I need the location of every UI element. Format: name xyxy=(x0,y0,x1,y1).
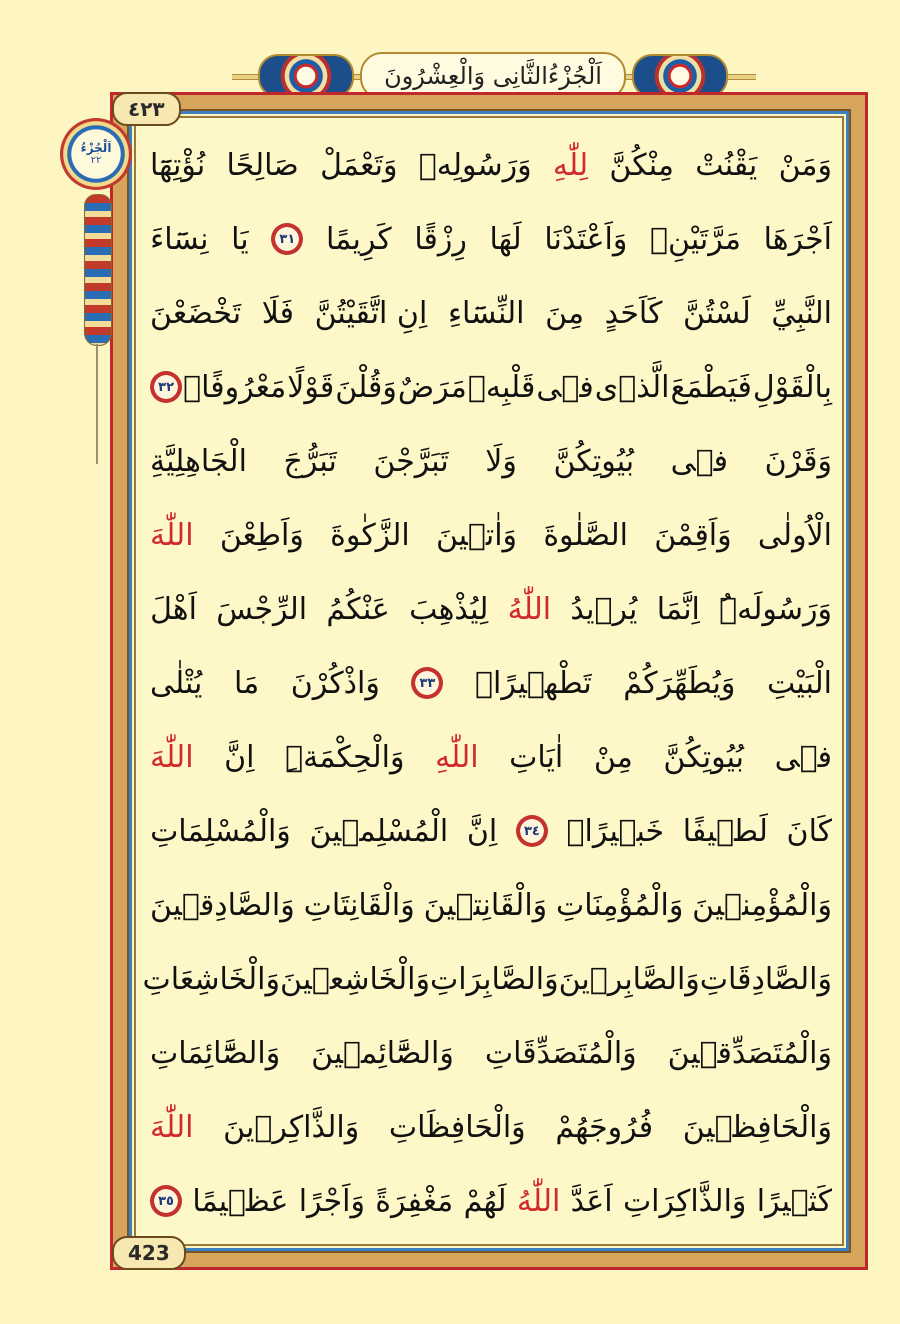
divine-name-word: لِلّٰهِ xyxy=(552,147,589,183)
juz-medallion xyxy=(60,118,132,190)
divine-name-word: اللّٰهَ xyxy=(150,1109,194,1145)
word: وَالصَّٓائِمٖينَ xyxy=(311,1035,454,1071)
word: الْمُسْلِمٖينَ xyxy=(309,813,449,849)
word: تَخْضَعْنَ xyxy=(150,295,242,331)
word: وَيُطَهِّرَكُمْ xyxy=(623,665,736,701)
word: وَاَقِمْنَ xyxy=(654,517,732,553)
word: وَاَطِعْنَ xyxy=(219,517,304,553)
juz-marker xyxy=(58,118,138,348)
word: وَالْمُسْلِمَاتِ xyxy=(150,813,291,849)
word: بُيُوتِكُنَّ xyxy=(553,443,635,479)
word: وَاَجْرًا xyxy=(298,1183,365,1219)
word: وَالذَّاكِرَاتِ xyxy=(622,1183,747,1219)
word: مِنْكُنَّ xyxy=(609,147,674,183)
word: وَالْمُؤْمِنَاتِ xyxy=(556,887,684,923)
word: يَا xyxy=(231,221,249,257)
divine-name-word: اللّٰهُ xyxy=(507,591,552,627)
word: وَالْخَاشِعَاتِ xyxy=(142,961,280,997)
word: مِنْ xyxy=(593,739,633,775)
word: وَاٰتٖينَ xyxy=(435,517,518,553)
word: عَنْكُمُ xyxy=(326,591,390,627)
juz-marker-stem xyxy=(96,344,98,464)
word: وَالْحِكْمَةِۜ xyxy=(285,739,405,775)
word: مِنَ xyxy=(545,295,585,331)
word: الْاُولٰى xyxy=(757,517,832,553)
word: اِنَّ xyxy=(466,813,498,849)
word: النَّبِيِّ xyxy=(771,295,832,331)
word: الْجَاهِلِيَّةِ xyxy=(150,443,247,479)
word: فُرُوجَهُمْ xyxy=(555,1109,654,1145)
word: وَلَا xyxy=(485,443,517,479)
word: اٰيَاتِ xyxy=(509,739,564,775)
word: اِنِ اتَّقَيْتُنَّ xyxy=(314,295,428,331)
word: النِّسَٓاءِ xyxy=(447,295,525,331)
word: وَالصَّابِرٖينَ xyxy=(558,961,700,997)
word: صَالِحًا xyxy=(226,147,299,183)
word: كَرِيمًا xyxy=(326,221,392,257)
word: بِالْقَوْلِ xyxy=(752,369,832,405)
word: وَالْحَافِظٖينَ xyxy=(682,1109,832,1145)
word: لِيُذْهِبَ xyxy=(409,591,489,627)
page-number: 423 xyxy=(112,1236,186,1270)
word: مَرَضٌ xyxy=(397,369,467,405)
ayah-number-marker: ٣٥ xyxy=(150,1185,182,1217)
word: تَطْهٖيرًاۚ xyxy=(474,665,592,701)
word: خَبٖيرًاۚ xyxy=(566,813,665,849)
word: اَعَدَّ xyxy=(570,1183,613,1219)
word: الَّذٖى xyxy=(594,369,670,405)
word: وَقَرْنَ xyxy=(764,443,832,479)
juz-number: ٢٢ xyxy=(90,155,102,166)
word: مَرَّتَيْنِۙ xyxy=(650,221,741,257)
ayah-number-marker: ٣٤ xyxy=(516,815,548,847)
text-line xyxy=(150,646,832,720)
word: الصَّلٰوةَ xyxy=(543,517,628,553)
word: لَسْتُنَّ xyxy=(682,295,751,331)
word: مَغْفِرَةً xyxy=(375,1183,454,1219)
divine-name-word: اللّٰهَ xyxy=(150,739,194,775)
word: وَالْقَانِتٖينَ xyxy=(423,887,548,923)
word: قَلْبِهٖ xyxy=(467,369,536,405)
word: وَالصَّٓائِمَاتِ xyxy=(150,1035,281,1071)
word: يَقْنُتْ xyxy=(695,147,758,183)
word: اِنَّمَا xyxy=(656,591,700,627)
word: فٖى xyxy=(774,739,832,775)
word: وَاَعْتَدْنَا xyxy=(544,221,628,257)
word: وَمَنْ xyxy=(778,147,832,183)
ayah-number-marker: ٣١ xyxy=(271,223,303,255)
word: وَاذْكُرْنَ xyxy=(290,665,380,701)
ayah-number-marker: ٣٣ xyxy=(411,667,443,699)
word: مَعْرُوفًاۚ xyxy=(183,369,287,405)
word: الْبَيْتِ xyxy=(766,665,832,701)
word: مَا xyxy=(233,665,260,701)
text-line xyxy=(150,128,832,202)
word: وَالْمُتَصَدِّقَاتِ xyxy=(484,1035,637,1071)
word: الزَّكٰوةَ xyxy=(330,517,410,553)
word: تَبَرُّجَ xyxy=(283,443,337,479)
word: وَالصَّادِقَاتِ xyxy=(699,961,832,997)
word: وَالْقَانِتَاتِ xyxy=(303,887,415,923)
text-line xyxy=(150,202,832,276)
word: يُتْلٰى xyxy=(150,665,203,701)
word: وَالْخَاشِعٖينَ xyxy=(279,961,430,997)
word: لَهُمْ xyxy=(463,1183,507,1219)
word: قَوْلًا xyxy=(287,369,335,405)
juz-marker-ornament-tail xyxy=(84,194,112,346)
text-line xyxy=(142,942,832,1016)
text-line xyxy=(150,276,832,350)
page-number-arabic: ٤٢٣ xyxy=(112,92,181,126)
text-line xyxy=(150,720,832,794)
word: اَهْلَ xyxy=(150,591,197,627)
word: نُؤْتِهَٓا xyxy=(150,147,206,183)
word: كَثٖيرًا xyxy=(756,1183,832,1219)
quran-text xyxy=(142,128,832,1238)
word: وَقُلْنَ xyxy=(335,369,397,405)
word: وَالْمُتَصَدِّقٖينَ xyxy=(667,1035,832,1071)
text-line xyxy=(150,868,832,942)
word: فَلَا xyxy=(261,295,294,331)
ayah-number-marker: ٣٢ xyxy=(150,371,182,403)
text-line xyxy=(150,424,832,498)
divine-name-word: اللّٰهِ xyxy=(435,739,479,775)
word: وَرَسُولَهُۜ xyxy=(719,591,832,627)
text-line xyxy=(150,572,832,646)
divine-name-word: اللّٰهَ xyxy=(150,517,194,553)
word: رِزْقًا xyxy=(414,221,467,257)
word: الرِّجْسَ xyxy=(216,591,308,627)
word: كَاَحَدٍ xyxy=(604,295,663,331)
text-line xyxy=(150,1016,832,1090)
word: اَجْرَهَا xyxy=(763,221,832,257)
word: وَالصَّابِرَاتِ xyxy=(429,961,559,997)
text-line xyxy=(150,498,832,572)
word: فَيَطْمَعَ xyxy=(670,369,752,405)
word: لَهَا xyxy=(489,221,522,257)
juz-label: اَلْجُزْءُ xyxy=(80,141,112,155)
word: وَالصَّادِقٖينَ xyxy=(150,887,295,923)
text-line xyxy=(150,794,832,868)
word: وَتَعْمَلْ xyxy=(320,147,398,183)
text-line xyxy=(150,1090,832,1164)
juz-header-title: اَلْجُزْءُالثَّانِى وَالْعِشْرُونَ xyxy=(360,52,626,100)
divine-name-word: اللّٰهُ xyxy=(516,1183,561,1219)
word: لَطٖيفًا xyxy=(682,813,768,849)
word: فٖى xyxy=(670,443,729,479)
word: كَانَ xyxy=(786,813,832,849)
word: وَالْحَافِظَاتِ xyxy=(388,1109,526,1145)
word: تَبَرَّجْنَ xyxy=(373,443,449,479)
text-line xyxy=(150,1164,832,1238)
word: عَظٖيمًا xyxy=(192,1183,289,1219)
word: بُيُوتِكُنَّ xyxy=(663,739,745,775)
text-line xyxy=(150,350,832,424)
word: وَالذَّاكِرٖينَ xyxy=(223,1109,360,1145)
word: نِسَٓاءَ xyxy=(150,221,209,257)
word: فٖى xyxy=(536,369,594,405)
word: اِنَّ xyxy=(224,739,255,775)
word: يُرٖيدُ xyxy=(570,591,638,627)
word: وَرَسُولِهٖ xyxy=(418,147,532,183)
word: وَالْمُؤْمِنٖينَ xyxy=(692,887,832,923)
